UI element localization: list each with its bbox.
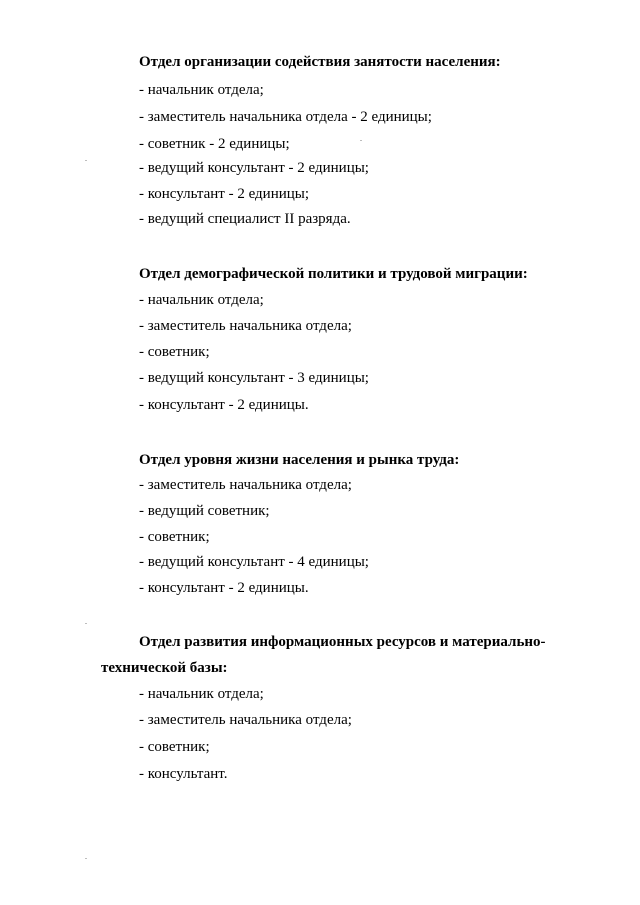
list-item: - начальник отдела; bbox=[139, 292, 264, 308]
section-title: Отдел организации содействия занятости населения: bbox=[139, 54, 501, 70]
scan-speck bbox=[85, 858, 87, 859]
list-item: - советник - 2 единицы; bbox=[139, 136, 290, 152]
list-item: - консультант - 2 единицы; bbox=[139, 186, 310, 202]
list-item: - консультант - 2 единицы. bbox=[139, 397, 309, 413]
list-item: - заместитель начальника отдела; bbox=[139, 712, 352, 728]
section-title: Отдел развития информационных ресурсов и материально- bbox=[139, 634, 546, 650]
list-item: - консультант. bbox=[139, 766, 228, 782]
list-item: - начальник отдела; bbox=[139, 686, 264, 702]
section-title: Отдел уровня жизни населения и рынка труда: bbox=[139, 452, 460, 468]
list-item: - ведущий консультант - 2 единицы; bbox=[139, 160, 369, 176]
list-item: - заместитель начальника отдела; bbox=[139, 477, 352, 493]
list-item: - ведущий консультант - 4 единицы; bbox=[139, 554, 369, 570]
scan-speck bbox=[360, 140, 362, 141]
list-item: - ведущий специалист II разряда. bbox=[139, 211, 351, 227]
list-item: - советник; bbox=[139, 739, 210, 755]
scan-speck bbox=[85, 623, 87, 624]
list-item: - ведущий консультант - 3 единицы; bbox=[139, 370, 369, 386]
list-item: - консультант - 2 единицы. bbox=[139, 580, 309, 596]
section-title: Отдел демографической политики и трудовой миграции: bbox=[139, 266, 528, 282]
list-item: - заместитель начальника отдела; bbox=[139, 318, 352, 334]
section-title-continuation: технической базы: bbox=[101, 660, 228, 676]
list-item: - заместитель начальника отдела - 2 единицы; bbox=[139, 109, 432, 125]
list-item: - советник; bbox=[139, 529, 210, 545]
list-item: - ведущий советник; bbox=[139, 503, 270, 519]
list-item: - советник; bbox=[139, 344, 210, 360]
scan-speck bbox=[85, 160, 87, 161]
list-item: - начальник отдела; bbox=[139, 82, 264, 98]
